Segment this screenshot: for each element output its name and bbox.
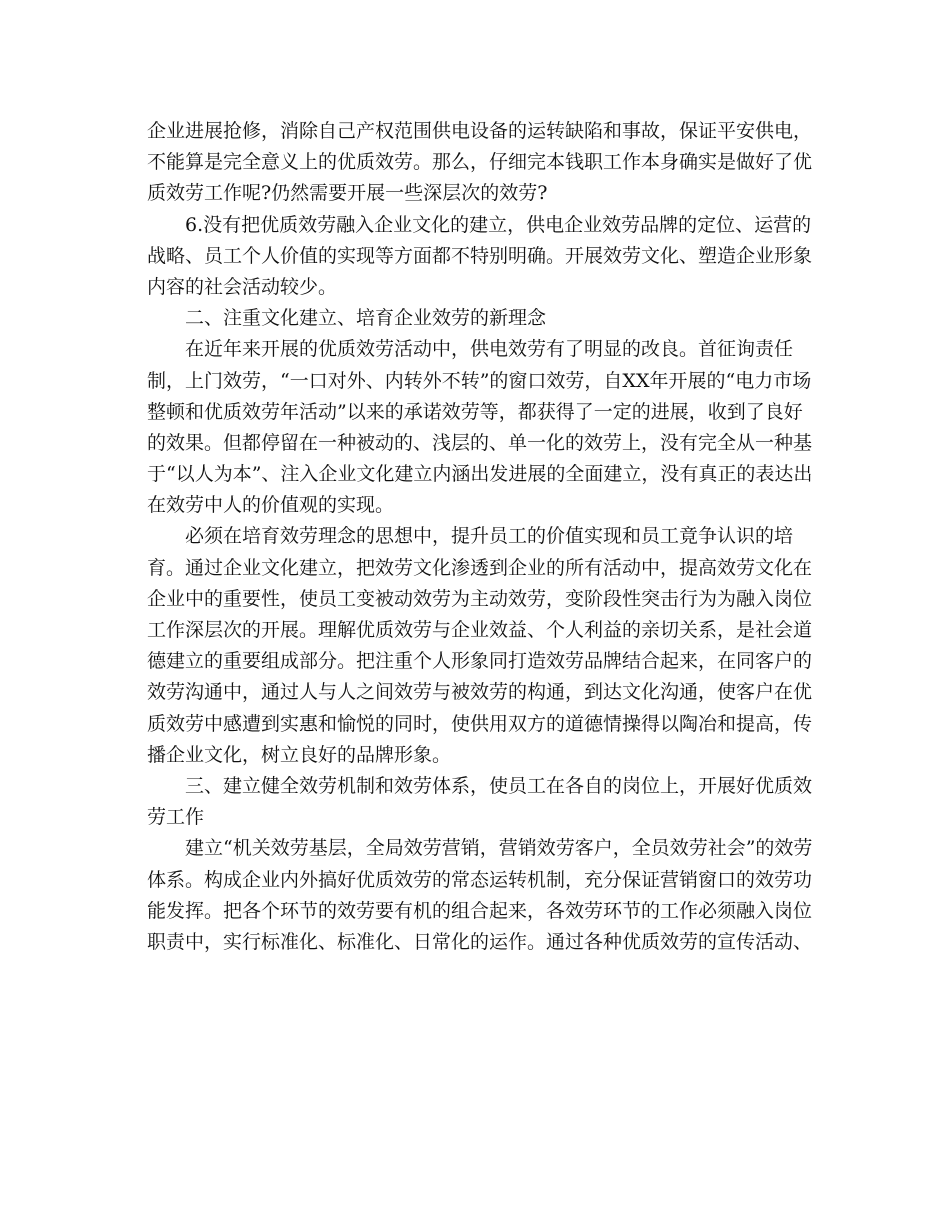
- text-line: 德建立的重要组成部分。把注重个人形象同打造效劳品牌结合起来，在同客户的: [147, 650, 813, 673]
- text-line: 整顿和优质效劳年活动”以来的承诺效劳等，都获得了一定的进展，收到了良好: [147, 400, 803, 423]
- body-paragraph: [147, 303, 807, 334]
- text-line: 企业进展抢修，消除自己产权范围供电设备的运转缺陷和事故，保证平安供电，: [147, 120, 813, 142]
- body-paragraph: [147, 771, 813, 833]
- text-line: 的效果。但都停留在一种被动的、浅层的、单一化的效劳上，没有完全从一种基: [147, 431, 813, 454]
- text-line: 三、建立健全效劳机制和效劳体系，使员工在各自的岗位上，开展好优质效: [185, 774, 813, 797]
- text-line: 不能算是完全意义上的优质效劳。那么，仔细完本钱职工作本身确实是做好了优: [147, 151, 813, 174]
- text-line: 二、注重文化建立、培育企业效劳的新理念: [185, 307, 547, 330]
- text-line: 质效劳工作呢?仍然需要开展一些深层次的效劳?: [147, 182, 548, 205]
- text-line: 职责中，实行标准化、标准化、日常化的运作。通过各种优质效劳的宣传活动、: [147, 930, 813, 953]
- body-paragraph: [147, 833, 813, 958]
- text-line: 能发挥。把各个环节的效劳要有机的组合起来，各效劳环节的工作必须融入岗位: [147, 899, 813, 922]
- body-paragraph: [147, 210, 813, 304]
- text-line: 体系。构成企业内外搞好优质效劳的常态运转机制，充分保证营销窗口的效劳功: [147, 868, 813, 891]
- text-line: 制，上门效劳，“一口对外、内转外不转”的窗口效劳，自XX年开展的“电力市场: [147, 369, 812, 392]
- text-line: 6.没有把优质效劳融入企业文化的建立，供电企业效劳品牌的定位、运营的: [185, 213, 812, 236]
- text-line: 内容的社会活动较少。: [147, 275, 338, 298]
- text-line: 效劳沟通中，通过人与人之间效劳与被效劳的构通，到达文化沟通，使客户在优: [147, 681, 813, 704]
- text-line: 建立“机关效劳基层，全局效劳营销，营销效劳客户，全员效劳社会”的效劳: [185, 837, 813, 860]
- body-paragraph: [147, 521, 813, 771]
- body-paragraph: [147, 116, 813, 210]
- text-line: 在近年来开展的优质效劳活动中，供电效劳有了明显的改良。首征询责任: [185, 338, 794, 361]
- text-line: 在效劳中人的价值观的实现。: [147, 494, 395, 517]
- document-page: [147, 116, 813, 958]
- body-paragraph: [147, 334, 813, 521]
- text-line: 企业中的重要性，使员工变被动效劳为主动效劳，变阶段性突击行为为融入岗位: [147, 587, 813, 610]
- text-line: 劳工作: [147, 806, 205, 829]
- text-line: 于“以人为本”、注入企业文化建立内涵出发进展的全面建立，没有真正的表达出: [147, 463, 813, 486]
- text-line: 战略、员工个人价值的实现等方面都不特别明确。开展效劳文化、塑造企业形象: [147, 244, 813, 267]
- text-line: 育。通过企业文化建立，把效劳文化渗透到企业的所有活动中，提高效劳文化在: [147, 556, 813, 579]
- text-line: 播企业文化，树立良好的品牌形象。: [147, 743, 452, 766]
- text-line: 质效劳中感遭到实惠和愉悦的同时，使供用双方的道德情操得以陶冶和提高，传: [147, 712, 813, 735]
- text-line: 必须在培育效劳理念的思想中，提升员工的价值实现和员工竟争认识的培: [185, 525, 794, 548]
- text-line: 工作深层次的开展。理解优质效劳与企业效益、个人利益的亲切关系，是社会道: [147, 619, 813, 641]
